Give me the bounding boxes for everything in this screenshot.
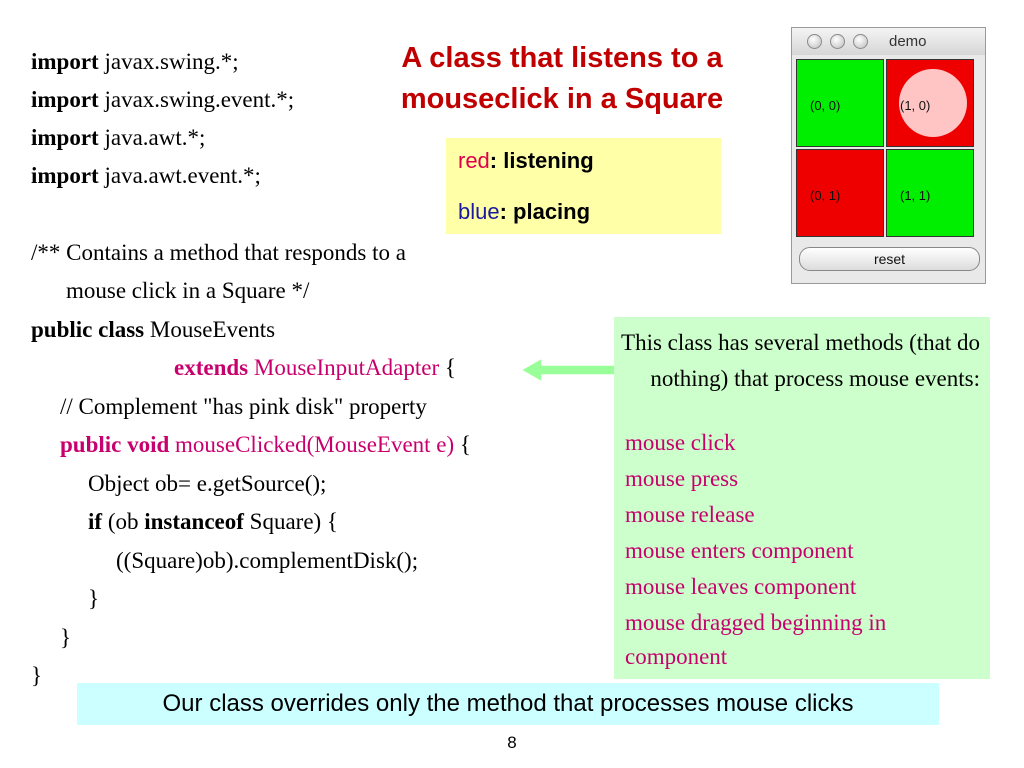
- doc-comment-line-1: /** Contains a method that responds to a: [31, 240, 406, 265]
- page-number: 8: [507, 733, 517, 752]
- statement-get-source: Object ob= e.getSource();: [88, 471, 327, 496]
- methods-note: [614, 317, 990, 679]
- legend-blue-row: [458, 199, 590, 225]
- note-method-item: mouse enters component: [625, 538, 854, 563]
- superclass-name: MouseInputAdapter: [253, 355, 440, 380]
- code-import-line: [31, 48, 239, 76]
- note-intro: This class has several methods (that do nothing) that process mouse events:: [621, 330, 980, 391]
- square-0-0[interactable]: [796, 59, 884, 147]
- code-import-line: [31, 162, 261, 190]
- code-import-line: [31, 86, 294, 114]
- slide-title: A class that listens to a mouseclick in a Square: [400, 42, 724, 115]
- square-label: (0, 0): [810, 98, 841, 113]
- if-keyword: if: [88, 509, 103, 534]
- window-titlebar: [792, 28, 985, 55]
- open-brace: {: [459, 432, 471, 457]
- import-keyword: import: [31, 163, 99, 188]
- note-method-item: mouse click: [625, 430, 736, 455]
- legend-blue-text: : placing: [499, 199, 591, 224]
- import-keyword: import: [31, 87, 99, 112]
- square-0-1[interactable]: [796, 149, 884, 237]
- demo-window: [791, 27, 986, 284]
- minimize-window-icon[interactable]: [830, 34, 845, 49]
- square-label: (1, 1): [900, 188, 931, 203]
- note-method-item: mouse leaves component: [625, 574, 857, 599]
- left-arrow-icon: [520, 357, 616, 383]
- open-brace: {: [444, 355, 456, 380]
- legend-red-word: red: [458, 148, 490, 173]
- square-1-1[interactable]: [886, 149, 974, 237]
- method-signature: mouseClicked(MouseEvent e): [175, 432, 455, 457]
- import-package: java.awt.*;: [104, 125, 206, 150]
- footer-caption: Our class overrides only the method that processes mouse clicks: [77, 683, 939, 725]
- square-label: (0, 1): [810, 188, 841, 203]
- import-package: javax.swing.*;: [104, 49, 239, 74]
- doc-comment-line-2: mouse click in a Square */: [66, 278, 310, 303]
- instanceof-keyword: instanceof: [144, 509, 244, 534]
- zoom-window-icon[interactable]: [853, 34, 868, 49]
- legend-red-text: : listening: [489, 148, 594, 173]
- square-label: (1, 0): [900, 98, 931, 113]
- class-declaration: [31, 316, 275, 344]
- note-method-item: mouse release: [625, 502, 755, 527]
- close-brace: }: [88, 586, 100, 611]
- import-keyword: import: [31, 125, 99, 150]
- inline-comment: // Complement "has pink disk" property: [60, 394, 427, 419]
- reset-button[interactable]: reset: [799, 247, 980, 271]
- public-void-keyword: public void: [60, 432, 170, 457]
- method-declaration: [60, 431, 471, 459]
- import-package: javax.swing.event.*;: [104, 87, 295, 112]
- public-class-keyword: public class: [31, 317, 145, 342]
- square-1-0[interactable]: [886, 59, 974, 147]
- close-brace: }: [60, 625, 72, 650]
- extends-clause: [174, 354, 456, 382]
- import-package: java.awt.event.*;: [104, 163, 261, 188]
- close-brace: }: [31, 663, 43, 688]
- condition-open: (ob: [107, 509, 139, 534]
- statement-complement-disk: ((Square)ob).complementDisk();: [116, 548, 419, 573]
- note-method-item: mouse press: [625, 466, 739, 491]
- color-legend: [446, 138, 721, 234]
- code-import-line: [31, 124, 205, 152]
- class-name: MouseEvents: [149, 317, 276, 342]
- import-keyword: import: [31, 49, 99, 74]
- extends-keyword: extends: [174, 355, 249, 380]
- note-method-item: component: [625, 644, 728, 669]
- window-title: demo: [889, 33, 927, 50]
- close-window-icon[interactable]: [807, 34, 822, 49]
- legend-red-row: [458, 148, 594, 174]
- note-method-item: mouse dragged beginning in: [625, 610, 887, 635]
- if-statement: [88, 508, 338, 536]
- condition-close: Square) {: [249, 509, 338, 534]
- legend-blue-word: blue: [458, 199, 500, 224]
